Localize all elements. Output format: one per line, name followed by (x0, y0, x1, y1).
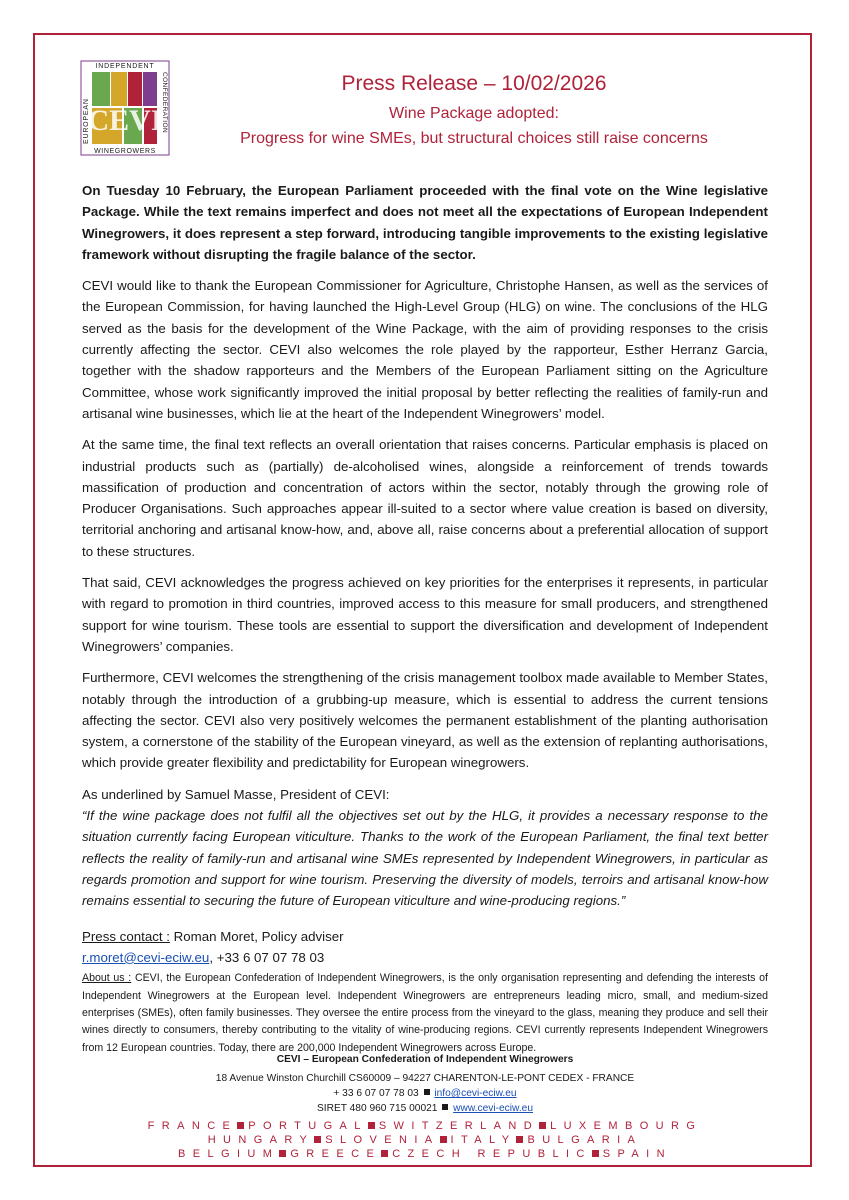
separator-square (279, 1150, 286, 1157)
lead-paragraph: On Tuesday 10 February, the European Parliament proceeded with the final vote on the Wine legislative Package. While the text remains imperfect and does not meet all the expectations of European Independent Winegrowers, it does represent a step forward, introducing tangible improvements to the existing legislative framework without disrupting the fragile balance of the sector. (82, 183, 768, 262)
logo-text-top: INDEPENDENT (95, 63, 155, 70)
country: CZECH REPUBLIC (392, 1148, 592, 1160)
logo-text-bottom: WINEGROWERS (94, 148, 156, 155)
separator-square (314, 1136, 321, 1143)
logo-text-left: EUROPEAN (83, 98, 90, 144)
countries-row-1 (130, 1120, 720, 1132)
press-contact-line (82, 926, 768, 947)
press-release-title: Press Release – 10/02/2026 (341, 72, 607, 95)
about-us (82, 970, 768, 1057)
country: GREECE (290, 1148, 382, 1160)
headline-line-1: Wine Package adopted: (389, 105, 559, 122)
footer-website-link[interactable]: www.cevi-eciw.eu (453, 1103, 533, 1114)
about-us-label: About us : (82, 972, 132, 985)
separator-square (592, 1150, 599, 1157)
countries-row-2 (130, 1134, 720, 1146)
country: SLOVENIA (325, 1134, 440, 1146)
press-contact-phone: , +33 6 07 07 78 03 (209, 949, 325, 965)
country: ITALY (450, 1134, 517, 1146)
separator-square (237, 1122, 244, 1129)
separator-square (539, 1122, 546, 1129)
footer-siret: SIRET 480 960 715 00021 (317, 1103, 438, 1114)
footer-address: 18 Avenue Winston Churchill CS60009 – 94227 CHARENTON-LE-PONT CEDEX - FRANCE (215, 1073, 635, 1084)
press-contact-label: Press contact : (82, 928, 170, 944)
logo-mark: CEVI (87, 104, 163, 137)
separator-square (442, 1104, 448, 1110)
separator-square (381, 1150, 388, 1157)
press-contact-name: Roman Moret, Policy adviser (169, 928, 344, 944)
footer-org-name: CEVI – European Confederation of Independent Winegrowers (276, 1054, 574, 1065)
country: LUXEMBOURG (550, 1120, 703, 1132)
country: SPAIN (602, 1148, 672, 1160)
press-contact-details (82, 947, 768, 968)
paragraph-thanks: CEVI would like to thank the European Commissioner for Agriculture, Christophe Hansen, as well as the services of the European Commission, for having launched the High-Level Group (HLG) on wine. The conclusions of the HLG served as the basis for the development of the Wine Package, with the aim of providing responses to the crisis currently affecting the sector. CEVI also welcomes the role played by the rapporteur, Esther Herranz Garcia, together with the shadow rapporteurs and the Members of the European Parliament sitting on the Agriculture Committee, whose work significantly improved the initial proposal by better reflecting the realities of family-run and artisanal wine businesses, which lie at the heart of the Independent Winegrowers’ model. (82, 278, 768, 421)
footer-email-link[interactable]: info@cevi-eciw.eu (434, 1088, 517, 1099)
footer-siret-line (130, 1103, 720, 1114)
country: HUNGARY (207, 1134, 315, 1146)
president-quote: “If the wine package does not fulfil all the objectives set out by the HLG, it provides a necessary response to the situation currently facing European viticulture. Thanks to the work of the European Parliament, the final text better reflects the reality of family-run and artisanal wine SMEs represented by Independent Winegrowers, in particular as regards promotion and support for wine tourism. Preserving the diversity of models, terroirs and artisanal know-how remains essential to securing the future of European viticulture and wine-producing regions.” (82, 808, 768, 909)
footer-contact-line (130, 1088, 720, 1099)
country: BELGIUM (178, 1148, 280, 1160)
paragraph-crisis-toolbox: Furthermore, CEVI welcomes the strengthening of the crisis management toolbox made available to Member States, notably through the introduction of a grubbing-up measure, which is essential to address the current tensions affecting the sector. CEVI also very positively welcomes the permanent establishment of the planting authorisation system, a cornerstone of the stability of the European vineyard, as well as the extension of replanting authorisations, which provide greater flexibility and predictability for European winegrowers. (82, 670, 768, 771)
country: FRANCE (147, 1120, 238, 1132)
footer-phone: + 33 6 07 07 78 03 (333, 1088, 419, 1099)
separator-square (440, 1136, 447, 1143)
press-contact (82, 926, 768, 969)
separator-square (516, 1136, 523, 1143)
paragraph-progress: That said, CEVI acknowledges the progress achieved on key priorities for the enterprises it represents, in particular with regard to promotion in third countries, improved access to this measure for small producers, and strengthened support for wine tourism. These tools are essential to support the diversification and development of Independent Winegrowers’ companies. (82, 575, 768, 654)
quote-intro: As underlined by Samuel Masse, President of CEVI: (82, 786, 390, 802)
press-contact-email-link[interactable]: r.moret@cevi-eciw.eu (82, 949, 210, 965)
headline-line-2: Progress for wine SMEs, but structural choices still raise concerns (240, 130, 708, 147)
country: SWITZERLAND (378, 1120, 540, 1132)
about-us-text: CEVI, the European Confederation of Independent Winegrowers, is the only organisation representing and defending the interests of Independent Winegrowers at the European level. Independent Winegrowers are entrepreneurs leading micro, small, and medium-sized enterprises (SMEs), often family businesses. They oversee the entire process from the vineyard to the glass, meaning they produce and sell their wines directly to consumers, thereby contributing to the vitality of wine-producing regions. CEVI currently represents Independent Winegrowers from 12 European countries. Today, there are 200,000 Independent Winegrowers across Europe. (82, 972, 769, 1054)
countries-row-3 (130, 1148, 720, 1160)
country: BULGARIA (527, 1134, 643, 1146)
paragraph-concerns: At the same time, the final text reflects an overall orientation that raises concerns. Particular emphasis is placed on industrial products such as (partially) de-alcoholised wines, alongside a reinforcement of trends towards massification of production and concentration of actors within the sector, notably through the growing role of Producer Organisations. Such approaches appear ill-suited to a sector where value creation is based on diversity, territorial anchoring and artisanal know-how, and, above all, raise concerns about a preferential allocation of support to these structures. (82, 437, 768, 559)
separator-square (424, 1089, 430, 1095)
separator-square (368, 1122, 375, 1129)
press-release-body (82, 180, 768, 1057)
cevi-logo (78, 58, 172, 158)
country: PORTUGAL (248, 1120, 368, 1132)
logo-text-right: CONFEDERATION (161, 72, 168, 134)
